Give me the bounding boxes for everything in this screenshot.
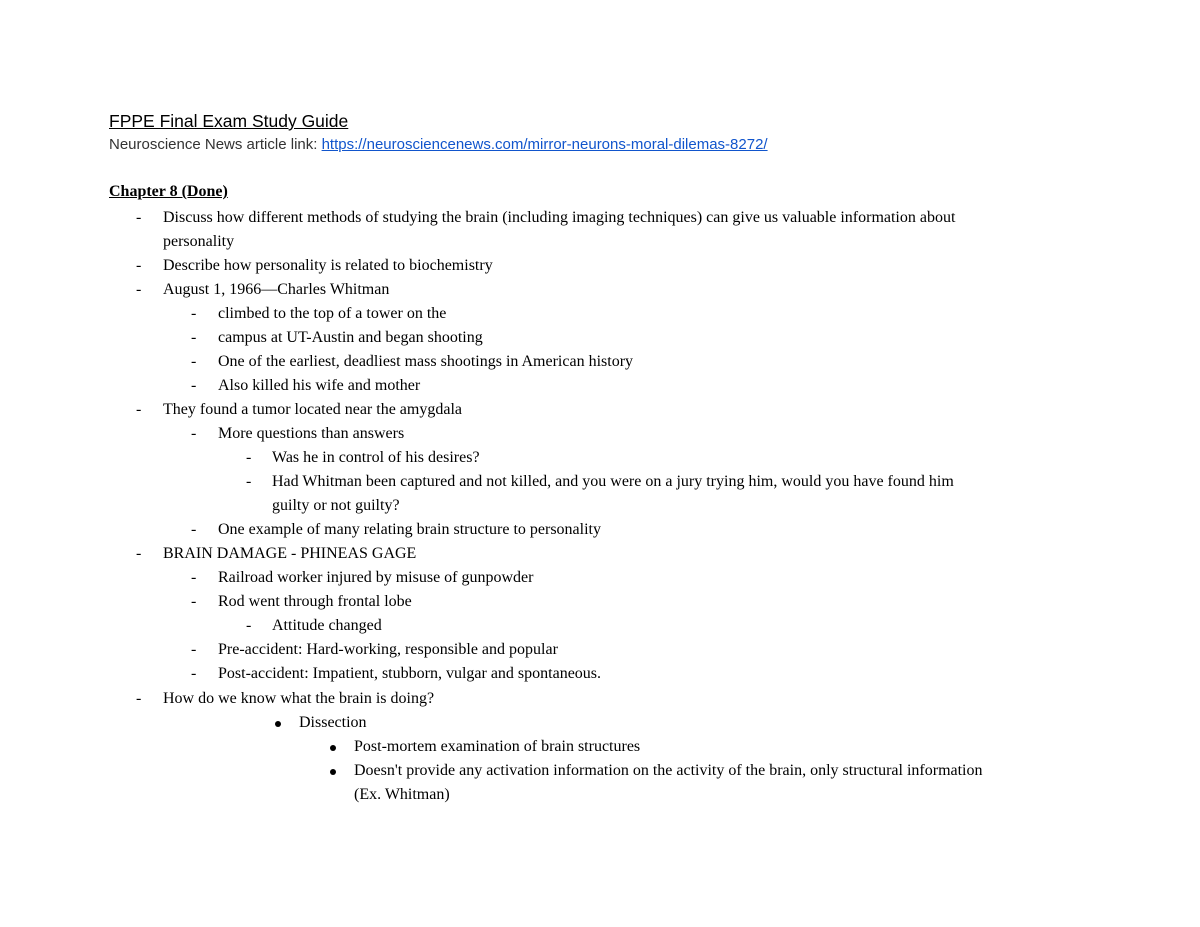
outline-item-text: BRAIN DAMAGE - PHINEAS GAGE [163,545,417,562]
dash-bullet: - [246,473,252,490]
outline-item-text: Also killed his wife and mother [218,377,421,394]
outline-item-text: How do we know what the brain is doing? [163,690,435,707]
outline-item-text: Attitude changed [272,617,382,634]
dash-bullet: - [136,401,142,418]
outline-item-text: Post-mortem examination of brain structures [354,738,641,755]
outline-item-text: guilty or not guilty? [272,497,400,514]
chapter-heading: Chapter 8 (Done) [109,183,228,200]
outline-item-text: Rod went through frontal lobe [218,593,412,610]
document-title: FPPE Final Exam Study Guide [109,111,349,131]
article-link-prefix: Neuroscience News article link: [109,136,322,153]
outline-item-text: More questions than answers [218,425,405,442]
dash-bullet: - [191,665,197,682]
outline-item-text: personality [163,233,235,250]
dash-bullet: - [191,329,197,346]
outline-item-text: Doesn't provide any activation information on the activity of the brain, only structural information [354,762,983,779]
outline-item-text: Post-accident: Impatient, stubborn, vulgar and spontaneous. [218,665,602,682]
outline-item-text: Had Whitman been captured and not killed, and you were on a jury trying him, would you have found him [272,473,954,490]
dash-bullet: - [191,425,197,442]
dash-bullet: - [136,257,142,274]
outline-item-text: Discuss how different methods of studying the brain (including imaging techniques) can give us valuable information about [163,209,956,226]
outline-item-text: Dissection [299,714,367,731]
dash-bullet: - [246,617,252,634]
dash-bullet: - [136,281,142,298]
outline-item-text: August 1, 1966—Charles Whitman [163,281,390,298]
outline-item-text: Railroad worker injured by misuse of gunpowder [218,569,534,586]
outline-item-text: Describe how personality is related to biochemistry [163,257,493,274]
outline-item-text: One of the earliest, deadliest mass shootings in American history [218,353,634,370]
article-link[interactable]: https://neurosciencenews.com/mirror-neurons-moral-dilemas-8272/ [321,136,768,153]
dash-bullet: - [191,641,197,658]
dash-bullet: - [246,449,252,466]
outline-item-text: One example of many relating brain structure to personality [218,521,601,538]
outline-item-text: Was he in control of his desires? [272,449,480,466]
outline-item-text: They found a tumor located near the amygdala [163,401,462,418]
disc-bullet [275,721,281,727]
dash-bullet: - [191,521,197,538]
dash-bullet: - [136,545,142,562]
outline-item-text: (Ex. Whitman) [354,786,450,803]
dash-bullet: - [191,305,197,322]
outline-item-text: campus at UT-Austin and began shooting [218,329,483,346]
dash-bullet: - [191,569,197,586]
disc-bullet [330,769,336,775]
dash-bullet: - [136,209,142,226]
dash-bullet: - [191,593,197,610]
dash-bullet: - [191,377,197,394]
dash-bullet: - [136,690,142,707]
disc-bullet [330,745,336,751]
dash-bullet: - [191,353,197,370]
article-link-line [109,135,768,155]
outline-item-text: Pre-accident: Hard-working, responsible and popular [218,641,558,658]
outline-item-text: climbed to the top of a tower on the [218,305,447,322]
